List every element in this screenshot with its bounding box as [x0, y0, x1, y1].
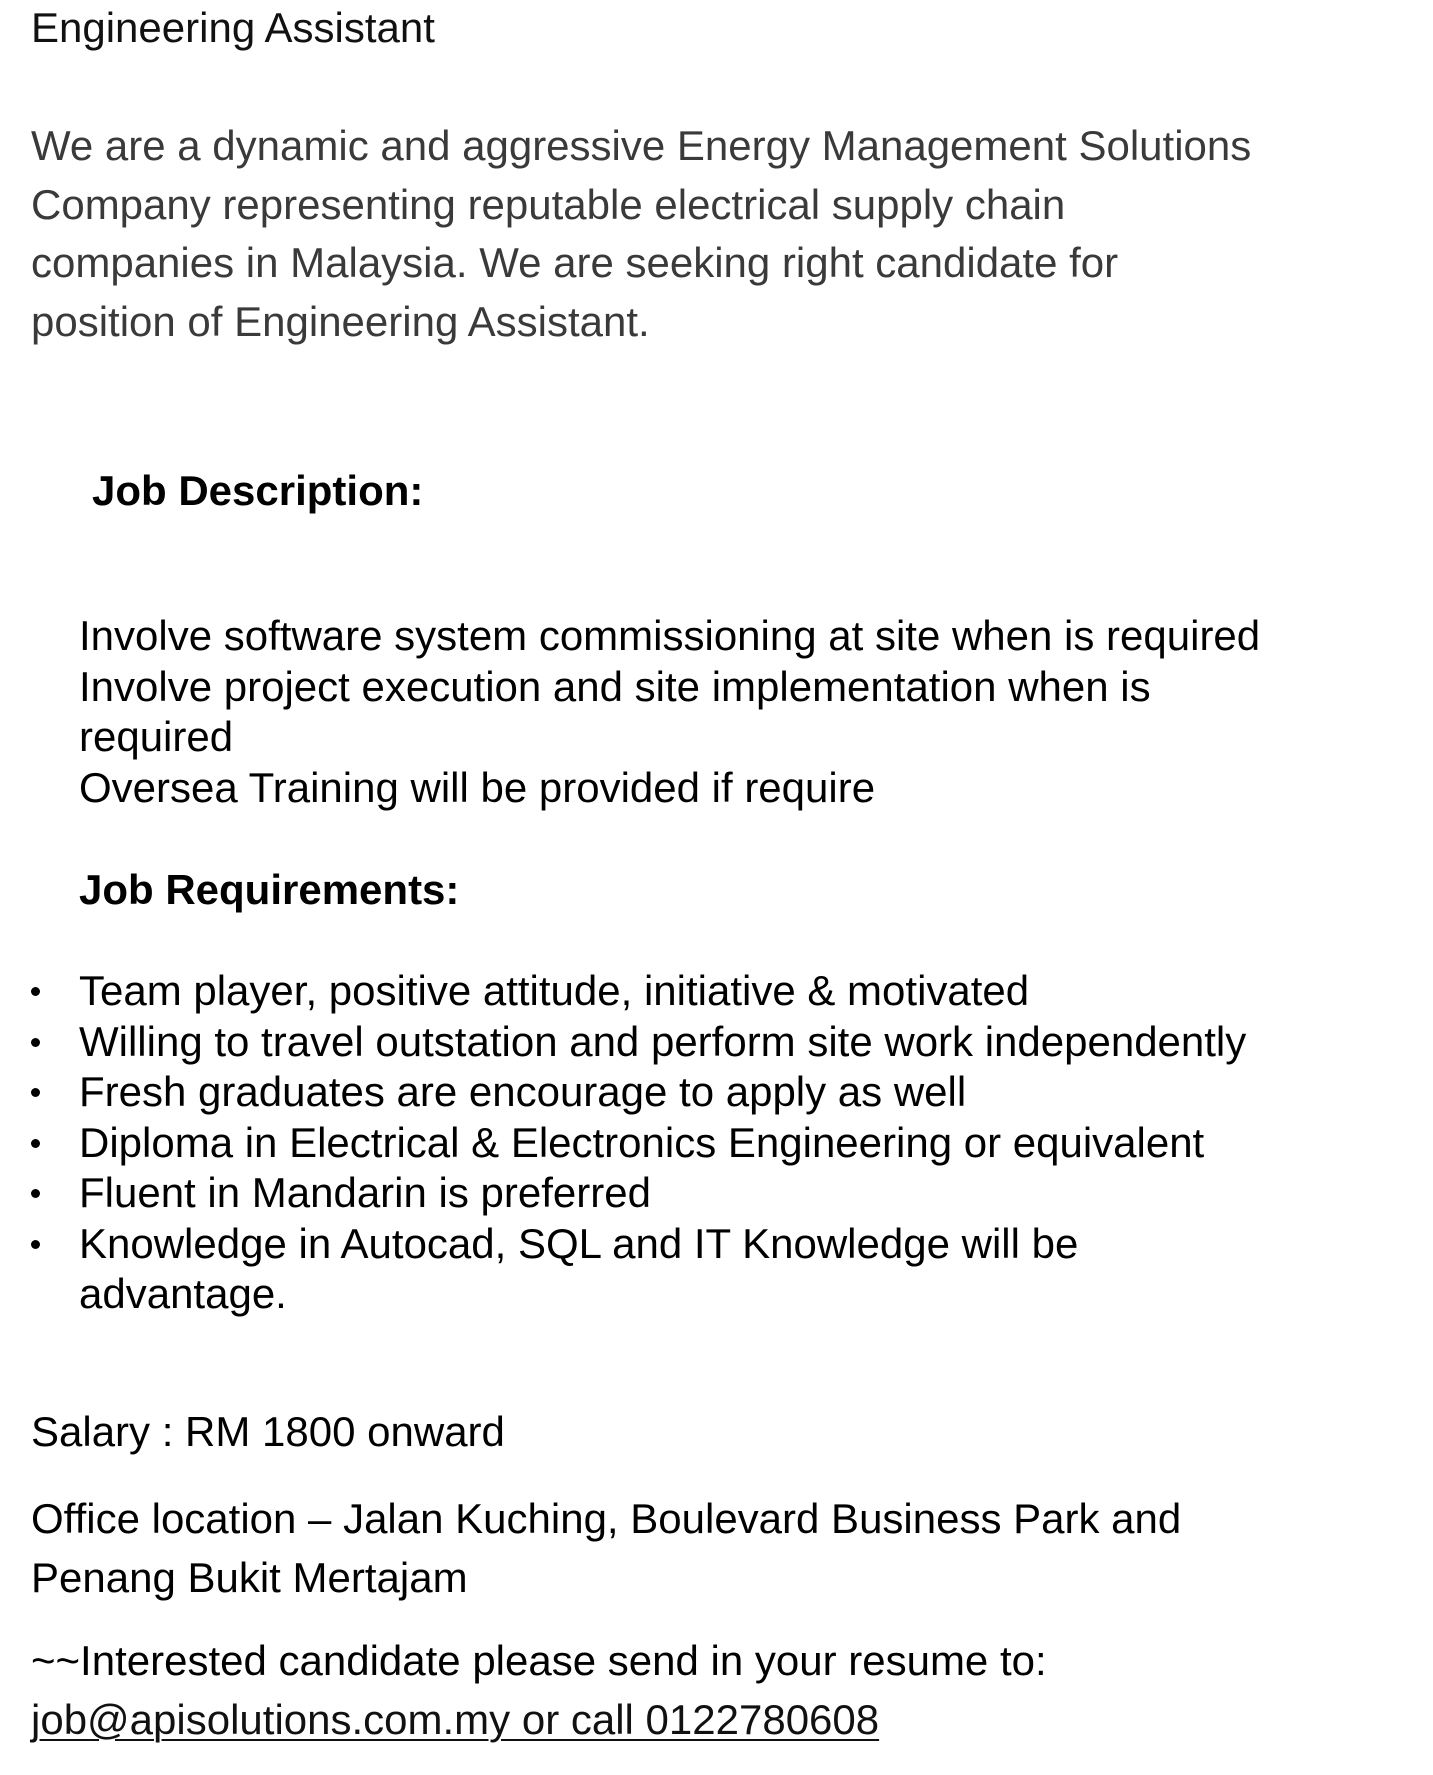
requirement-item: [0, 1168, 1433, 1219]
salary-text: Salary : RM 1800 onward: [31, 1408, 505, 1455]
bullet-icon: [31, 1240, 40, 1249]
requirement-item: [0, 1067, 1433, 1118]
requirement-text: Knowledge in Autocad, SQL and IT Knowledge will be: [79, 1219, 1079, 1267]
location-line: Penang Bukit Mertajam: [31, 1553, 468, 1601]
job-title: Engineering Assistant: [31, 4, 435, 51]
company-intro: [31, 117, 1391, 351]
bullet-icon: [31, 1189, 40, 1198]
contact-prompt: ~~Interested candidate please send in your resume to:: [31, 1637, 1047, 1684]
intro-line: We are a dynamic and aggressive Energy Management Solutions: [31, 122, 1252, 169]
bullet-icon: [31, 1139, 40, 1148]
requirement-item: [0, 966, 1433, 1017]
requirement-text: Diploma in Electrical & Electronics Engineering or equivalent: [79, 1118, 1205, 1166]
requirement-item: [0, 1219, 1433, 1320]
bullet-icon: [31, 1038, 40, 1047]
requirement-item: [0, 1017, 1433, 1068]
job-description-list: [79, 611, 1409, 813]
intro-line: companies in Malaysia. We are seeking right candidate for: [31, 239, 1119, 286]
description-line: required: [79, 713, 234, 760]
requirement-item: [0, 1118, 1433, 1169]
description-line: Involve software system commissioning at site when is required: [79, 612, 1261, 659]
description-line: Oversea Training will be provided if require: [79, 763, 876, 811]
intro-line: position of Engineering Assistant.: [31, 297, 650, 345]
office-location: [31, 1490, 1181, 1607]
intro-line: Company representing reputable electrical supply chain: [31, 180, 1066, 228]
requirement-text: Fresh graduates are encourage to apply as well: [79, 1068, 967, 1115]
location-line: Office location – Jalan Kuching, Boulevard Business Park and: [31, 1495, 1182, 1542]
bullet-icon: [31, 1088, 40, 1097]
bullet-icon: [31, 987, 40, 996]
contact-section: [31, 1632, 1047, 1749]
job-requirements-heading: Job Requirements:: [79, 866, 460, 913]
description-line: Involve project execution and site implementation when is: [79, 662, 1151, 710]
requirement-text: Fluent in Mandarin is preferred: [79, 1169, 651, 1216]
requirement-text: Team player, positive attitude, initiative & motivated: [79, 967, 1030, 1014]
contact-email-link[interactable]: job@apisolutions.com.my or call 0122780608: [31, 1695, 880, 1743]
requirement-text: Willing to travel outstation and perform site work independently: [79, 1017, 1247, 1065]
requirement-text: advantage.: [79, 1270, 287, 1317]
job-description-heading: Job Description:: [92, 467, 424, 514]
job-requirements-list: [0, 966, 1433, 1320]
